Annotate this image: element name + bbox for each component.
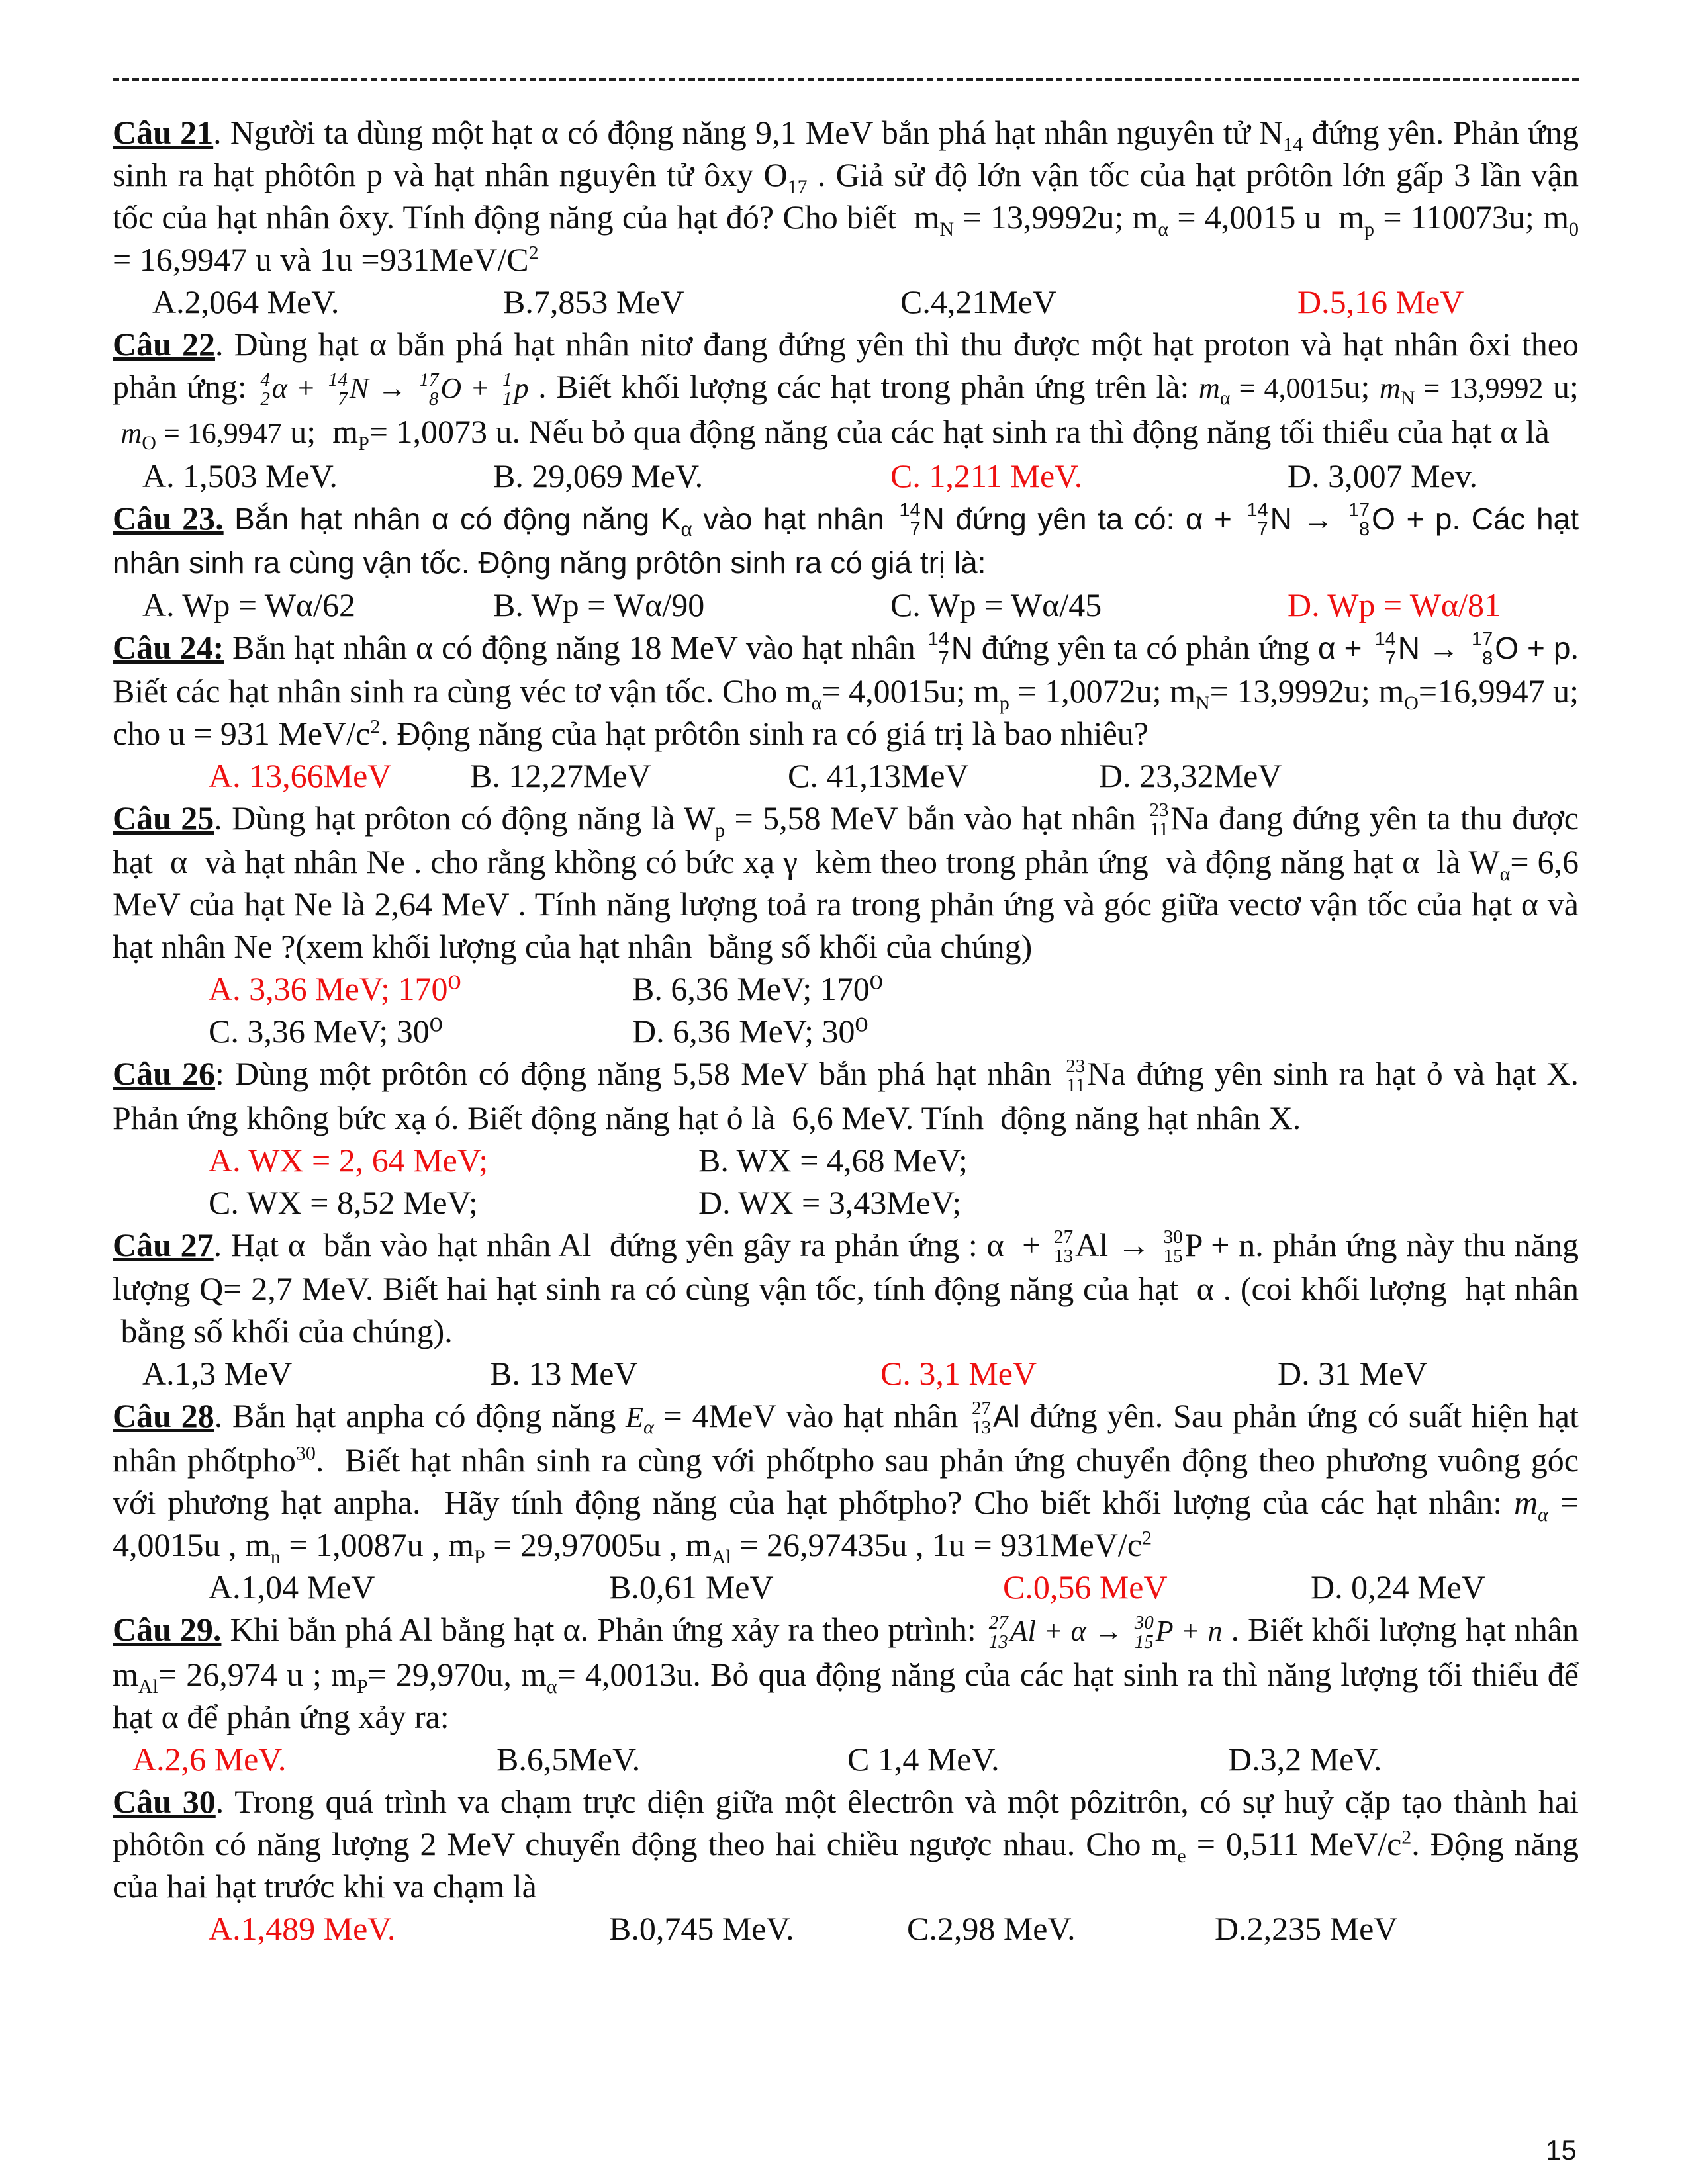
option-b: B.0,745 MeV.	[609, 1910, 794, 1948]
option-b: B. 29,069 MeV.	[493, 457, 704, 494]
question-27-stem: Câu 27. Hạt α bắn vào hạt nhân Al đứng yên gây ra phản ứng : α + 27 13 Al → 30 15 P + n. phản ứng này thu năng lượng Q= 2,7 MeV. Biết hai hạt sinh ra có cùng vận tốc, tính động năng của hạt α . (coi khối lượng hạt nhân bằng số khối của chúng).	[113, 1226, 1579, 1350]
question-21-options	[113, 281, 1579, 323]
option-d: D. 3,007 Mev.	[1288, 457, 1478, 494]
question-27	[113, 1224, 1579, 1395]
question-26-label: Câu 26	[113, 1055, 216, 1093]
option-a: A.1,04 MeV	[209, 1569, 375, 1606]
option-a-correct: A.1,489 MeV.	[209, 1910, 396, 1948]
question-21	[113, 111, 1579, 323]
option-d: D. 23,32MeV	[1099, 756, 1282, 794]
option-d: D. 31 MeV	[1278, 1355, 1428, 1392]
option-c-correct: C. 1,211 MeV.	[890, 457, 1083, 494]
question-30	[113, 1780, 1579, 1950]
question-22-stem: Câu 22. Dùng hạt α bắn phá hạt nhân nitơ đang đứng yên thì thu được một hạt proton và hạt nhân ôxi theo phản ứng: 4 2 α + 14 7 N → 17 8 O + 1 1 p . Biết khối lượng các hạt trong phản ứng trên là: $m_\alpha = 4,0015u$; $m_N = 13,9992$ u; $m_O = 16,9947$ u; $m_P= 1,0073$ u. Nếu bỏ qua động năng của các hạt sinh ra thì động năng tối thiểu của hạt α là	[113, 326, 1579, 455]
question-29-stem: Câu 29. Khi bắn phá Al bằng hạt α. Phản ứng xảy ra theo ptrình: 27 13 Al + α → 30 15 P + n . Biết khối lượng hạt nhân $m_{Al}= 26,974$ u ; $m_P= 29,970u$, $m_\alpha= 4,0013u$. Bỏ qua động năng của các hạt sinh ra thì năng lượng tối thiểu để hạt α để phản ứng xảy ra:	[113, 1611, 1579, 1736]
option-d-correct: D.5,16 MeV	[1297, 283, 1464, 320]
option-b: B.0,61 MeV	[609, 1569, 774, 1606]
question-25-stem: Câu 25. Dùng hạt prôton có động năng là $W_p = 5,58$ MeV bắn vào hạt nhân 23 11 Na đang đứng yên ta thu được hạt α và hạt nhân Ne . cho rằng khồng có bức xạ γ kèm theo trong phản ứng và động năng hạt α là $W_\alpha= 6,6$ MeV của hạt Ne là 2,64 MeV . Tính năng lượng toả ra trong phản ứng và góc giữa vectơ vận tốc của hạt α và hạt nhân Ne ?(xem khối lượng của hạt nhân bằng số khối của chúng)	[113, 799, 1579, 966]
question-21-label: Câu 21	[113, 114, 214, 151]
question-30-options	[113, 1907, 1579, 1950]
question-28-stem: Câu 28. Bắn hạt anpha có động năng $E_\alpha = 4MeV$ vào hạt nhân 27 13 Al đứng yên. Sau phản ứng có suất hiện hạt nhân phốtpho$^{30}$. Biết hạt nhân sinh ra cùng với phốtpho sau phản ứng chuyển động theo phương vuông góc với phương hạt anpha. Hãy tính động năng của hạt phốtpho? Cho biết khối lượng của các hạt nhân: $m_\alpha = 4,0015u$ , $m_n = 1,0087u$ , $m_P = 29,97005u$ , $m_{Al} = 26,97435u$ , $1u = 931MeV/c^2$	[113, 1397, 1579, 1569]
option-c: C. 41,13MeV	[788, 756, 969, 794]
option-a-correct: A.2,6 MeV.	[132, 1741, 287, 1778]
question-30-stem: Câu 30. Trong quá trình va chạm trực diện giữa một êlectrôn và một pôzitrôn, có sự huỷ cặp tạo thành hai phôtôn có năng lượng 2 MeV chuyển động theo hai chiều ngược nhau. Cho $m_e = 0,511$ MeV/$c^2$. Động năng của hai hạt trước khi va chạm là	[113, 1783, 1579, 1905]
question-25-options	[113, 968, 1579, 1052]
option-c: C 1,4 MeV.	[847, 1741, 1000, 1778]
option-a: A. Wp = Wα/62	[142, 586, 355, 623]
option-b: B. 13 MeV	[490, 1355, 638, 1392]
option-a: A.1,3 MeV	[142, 1355, 293, 1392]
question-24-stem: Câu 24: Bắn hạt nhân α có động năng 18 MeV vào hạt nhân 14 7 N đứng yên ta có phản ứng α + 14 7 N → 17 8 O + p. Biết các hạt nhân sinh ra cùng véc tơ vận tốc. Cho $m_\alpha= 4,0015u$; $m_p = 1,0072u$; $m_N= 13,9992u$; $m_O=16,9947$ u; cho u = 931 MeV/$c^2$. Động năng của hạt prôtôn sinh ra có giá trị là bao nhiêu?	[113, 628, 1579, 752]
option-d: D.3,2 MeV.	[1228, 1741, 1382, 1778]
option-a-correct: A. 13,66MeV	[209, 756, 392, 794]
question-24-options	[113, 754, 1579, 797]
option-c: C. WX = 8,52 MeV;	[209, 1183, 478, 1221]
question-27-options	[113, 1352, 1579, 1394]
question-22	[113, 323, 1579, 497]
question-28-label: Câu 28	[113, 1397, 214, 1435]
question-24	[113, 626, 1579, 797]
option-a: A.2,064 MeV.	[152, 283, 340, 320]
question-23-options	[113, 584, 1579, 626]
question-28	[113, 1394, 1579, 1608]
option-d: D. 0,24 MeV	[1311, 1569, 1485, 1606]
question-25-label: Câu 25	[113, 799, 214, 837]
question-22-options	[113, 455, 1579, 497]
option-a-correct: A. 3,36 MeV; 170⁰	[209, 970, 461, 1008]
option-d-correct: D. Wp = Wα/81	[1288, 586, 1501, 623]
question-29	[113, 1608, 1579, 1780]
question-25	[113, 797, 1579, 1053]
question-23-label: Câu 23.	[113, 499, 224, 537]
question-29-options	[113, 1738, 1579, 1780]
option-d: D.2,235 MeV	[1215, 1910, 1398, 1948]
option-b: B. 6,36 MeV; 170⁰	[632, 970, 883, 1008]
option-b: B.6,5MeV.	[496, 1741, 641, 1778]
option-c-correct: C.0,56 MeV	[1003, 1569, 1168, 1606]
question-26	[113, 1052, 1579, 1224]
question-24-label: Câu 24:	[113, 628, 224, 666]
question-23-stem: Câu 23. Bắn hạt nhân α có động năng $K_\alpha$ vào hạt nhân 14 7 N đứng yên ta có: α + 14 7 N → 17 8 O + p. Các hạt nhân sinh ra cùng vận tốc. Động năng prôtôn sinh ra có giá trị là:	[113, 499, 1579, 580]
page-number: 15	[1546, 2134, 1577, 2165]
option-d: D. 6,36 MeV; 30⁰	[632, 1013, 868, 1050]
option-c: C. Wp = Wα/45	[890, 586, 1102, 623]
option-b: B. Wp = Wα/90	[493, 586, 705, 623]
option-a: A. 1,503 MeV.	[142, 457, 338, 494]
option-b: B.7,853 MeV	[503, 283, 684, 320]
question-26-options	[113, 1139, 1579, 1224]
question-26-stem: Câu 26: Dùng một prôtôn có động năng 5,58 MeV bắn phá hạt nhân 23 11 Na đứng yên sinh ra hạt ỏ và hạt X. Phản ứng không bức xạ ó. Biết động năng hạt ỏ là 6,6 MeV. Tính động năng hạt nhân X.	[113, 1055, 1579, 1136]
question-21-stem: Câu 21. Người ta dùng một hạt α có động năng 9,1 MeV bắn phá hạt nhân nguyên tử $N_{14}$ đứng yên. Phản ứng sinh ra hạt phôtôn p và hạt nhân nguyên tử ôxy $O_{17}$ . Giả sử độ lớn vận tốc của hạt prôtôn lớn gấp 3 lần vận tốc của hạt nhân ôxy. Tính động năng của hạt đó? Cho biết $m_N = 13,9992u$; $m_\alpha = 4,0015$ u $m_p = 110073u$; $m_0 = 16,9947$ u và $1u =931MeV/C^2$	[113, 114, 1579, 278]
question-29-label: Câu 29.	[113, 1611, 222, 1649]
question-28-options	[113, 1566, 1579, 1608]
option-d: D. WX = 3,43MeV;	[698, 1183, 962, 1221]
question-23	[113, 497, 1579, 626]
question-27-label: Câu 27	[113, 1226, 214, 1263]
question-22-label: Câu 22	[113, 326, 215, 363]
dashed-separator	[113, 78, 1579, 81]
option-c-correct: C. 3,1 MeV	[880, 1355, 1037, 1392]
option-b: B. WX = 4,68 MeV;	[698, 1141, 968, 1179]
option-c: C.4,21MeV	[900, 283, 1057, 320]
option-c: C.2,98 MeV.	[907, 1910, 1076, 1948]
option-c: C. 3,36 MeV; 30⁰	[209, 1013, 443, 1050]
question-list	[113, 111, 1579, 1950]
option-a-correct: A. WX = 2, 64 MeV;	[209, 1141, 489, 1179]
question-30-label: Câu 30	[113, 1783, 216, 1821]
option-b: B. 12,27MeV	[470, 756, 651, 794]
